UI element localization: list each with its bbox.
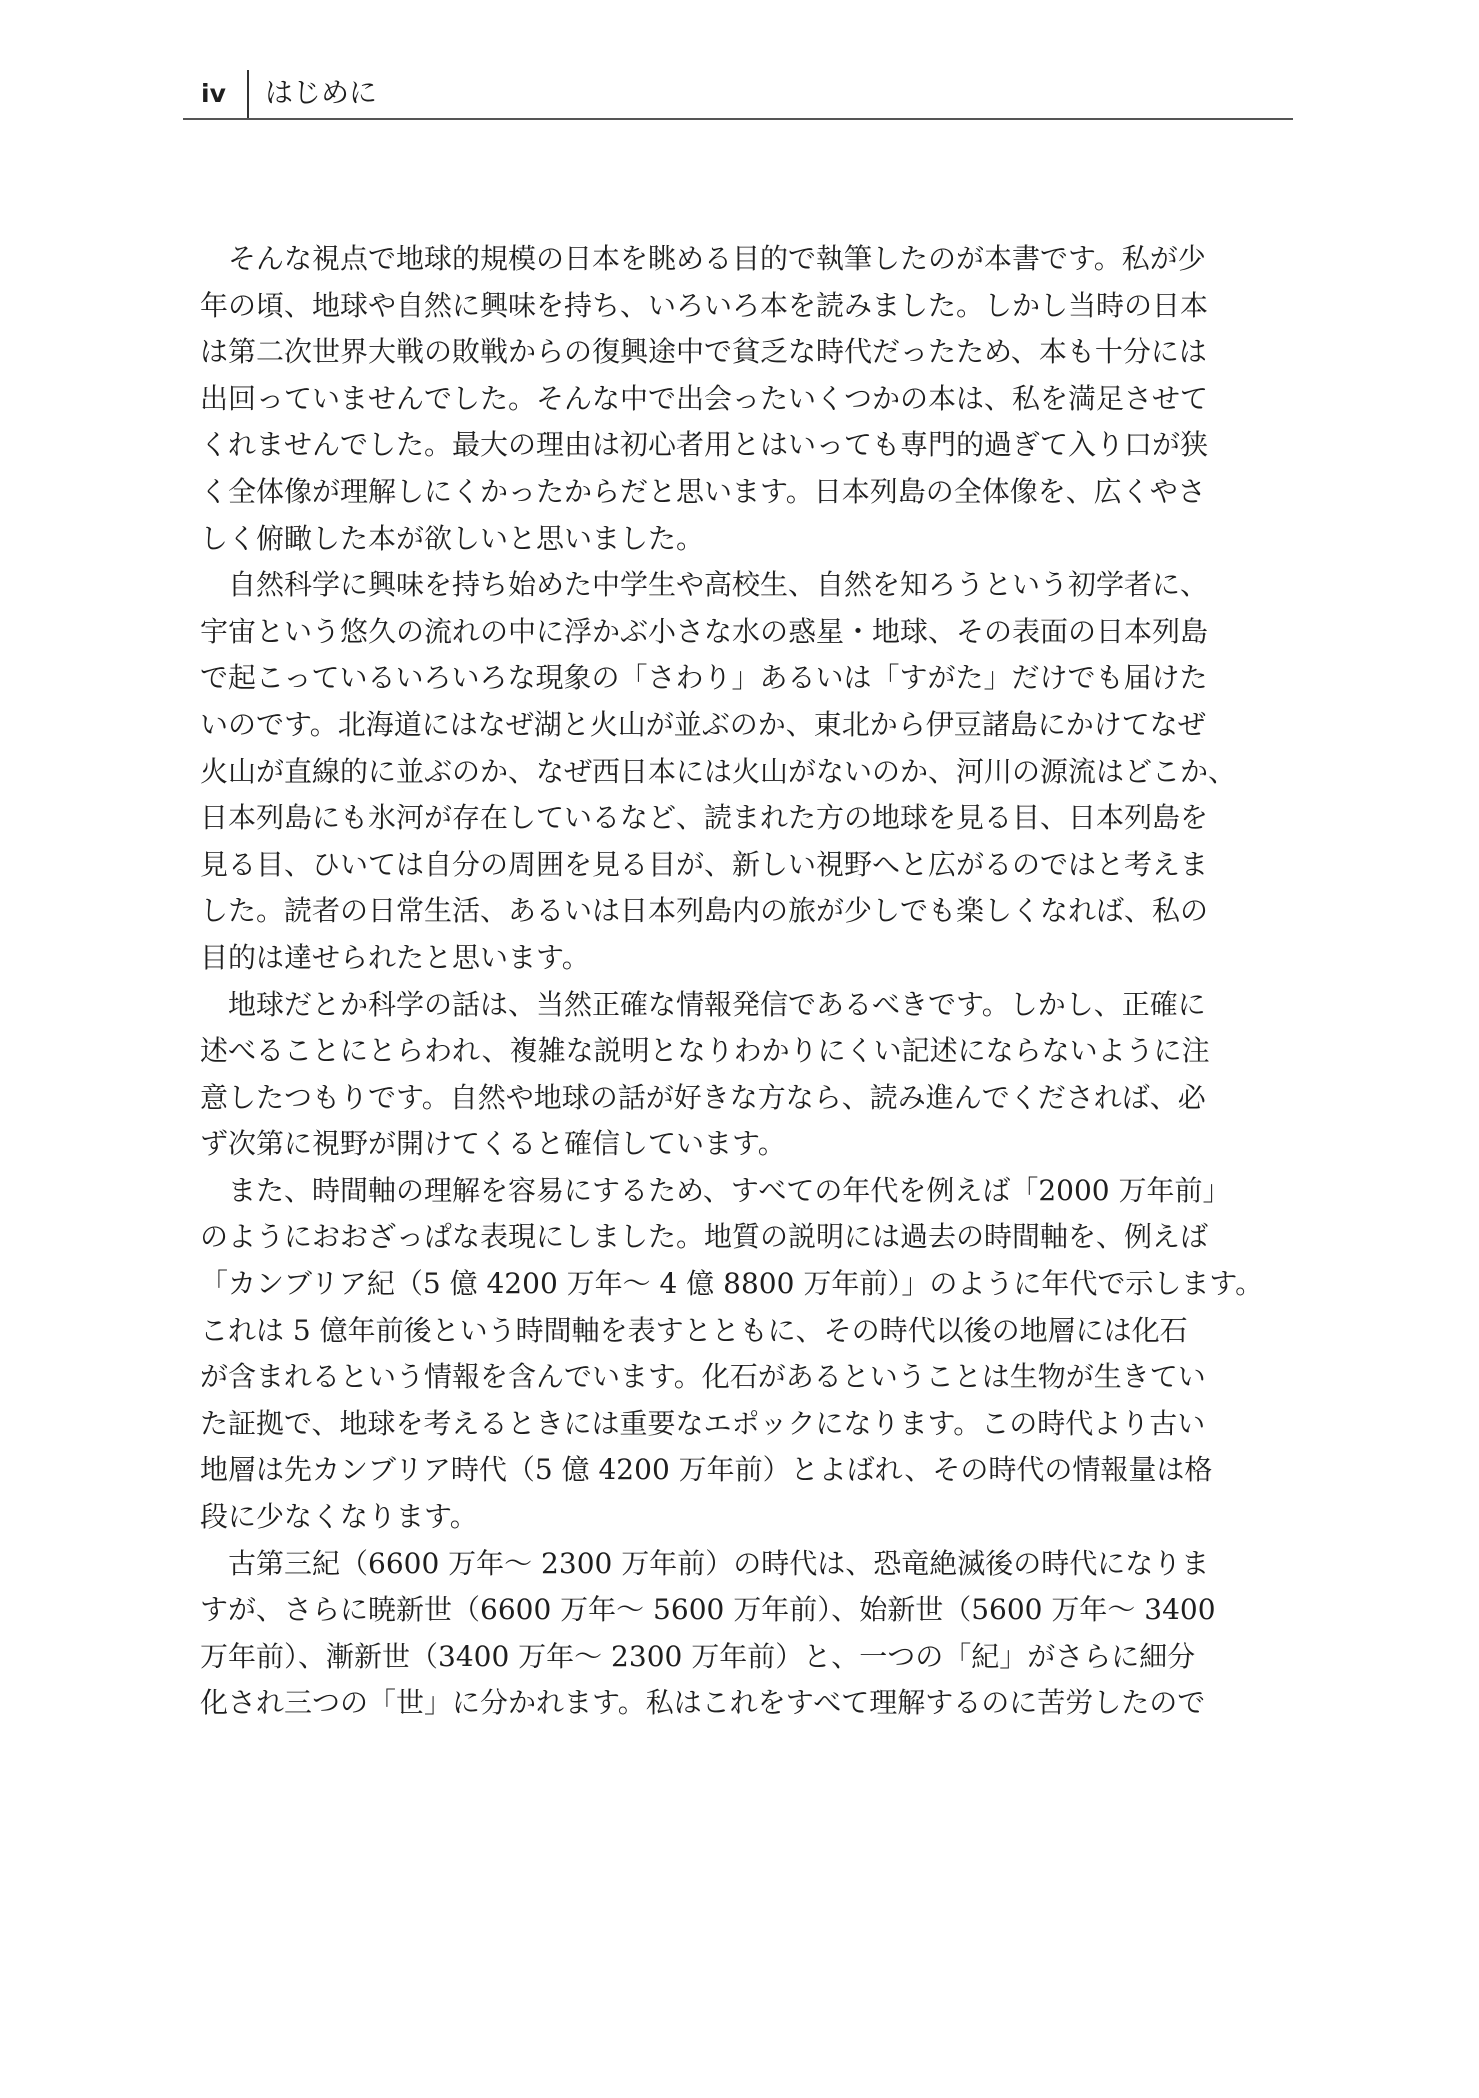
header-rule [183,118,1293,120]
text-line: 日本列島にも氷河が存在しているなど、読まれた方の地球を見る目、日本列島を [200,801,1209,835]
page-header [183,64,1293,120]
text-line: すが、さらに暁新世（6600 万年～ 5600 万年前）、始新世（5600 万年～ 3400 [200,1593,1216,1627]
text-line: ず次第に視野が開けてくると確信しています。 [200,1127,786,1161]
text-line: 火山が直線的に並ぶのか、なぜ西日本には火山がないのか、河川の源流はどこか、 [200,754,1237,788]
text-line: た証拠で、地球を考えるときには重要なエポックになります。この時代より古い [200,1406,1206,1440]
text-line: は第二次世界大戦の敗戦からの復興途中で貧乏な時代だったため、本も十分には [200,335,1207,369]
text-line: いのです。北海道にはなぜ湖と火山が並ぶのか、東北から伊豆諸島にかけてなぜ [200,707,1206,741]
body-text [200,236,1300,1727]
text-line: 古第三紀（6600 万年～ 2300 万年前）の時代は、恐竜絶滅後の時代になりま [200,1546,1210,1580]
text-line: のようにおおざっぱな表現にしました。地質の説明には過去の時間軸を、例えば [200,1220,1209,1254]
text-line: これは 5 億年前後という時間軸を表すとともに、その時代以後の地層には化石 [200,1313,1188,1347]
text-line: 意したつもりです。自然や地球の話が好きな方なら、読み進んでくだされば、必 [200,1080,1206,1114]
paragraph-1 [200,236,1300,562]
text-line: 段に少なくなります。 [200,1500,478,1534]
text-line: 「カンブリア紀（5 億 4200 万年～ 4 億 8800 万年前）」のように年代で示します。 [200,1267,1264,1301]
text-line: く全体像が理解しにくかったからだと思います。日本列島の全体像を、広くやさ [200,474,1206,508]
text-line: 万年前）、漸新世（3400 万年～ 2300 万年前）と、一つの「紀」がさらに細分 [200,1639,1196,1673]
paragraph-3 [200,982,1300,1168]
text-line: 目的は達せられたと思います。 [200,940,590,974]
text-line: で起こっているいろいろな現象の「さわり」あるいは「すがた」だけでも届けた [200,661,1208,695]
text-line: 年の頃、地球や自然に興味を持ち、いろいろ本を読みました。しかし当時の日本 [200,288,1209,322]
text-line: 化され三つの「世」に分かれます。私はこれをすべて理解するのに苦労したので [200,1686,1206,1720]
text-line: 地球だとか科学の話は、当然正確な情報発信であるべきです。しかし、正確に [200,987,1206,1021]
chapter-title: はじめに [265,76,378,109]
text-line: した。読者の日常生活、あるいは日本列島内の旅が少しでも楽しくなれば、私の [200,894,1209,928]
paragraph-5 [200,1541,1300,1727]
header-divider [247,70,249,120]
page-number: iv [201,79,226,108]
text-line: 宇宙という悠久の流れの中に浮かぶ小さな水の惑星・地球、その表面の日本列島 [200,614,1209,648]
text-line: くれませんでした。最大の理由は初心者用とはいっても専門的過ぎて入り口が狭 [200,428,1209,462]
text-line: そんな視点で地球的規模の日本を眺める目的で執筆したのが本書です。私が少 [200,242,1206,275]
text-line: また、時間軸の理解を容易にするため、すべての年代を例えば「2000 万年前」 [200,1173,1231,1207]
text-line: しく俯瞰した本が欲しいと思いました。 [200,521,705,555]
paragraph-4 [200,1168,1300,1541]
text-line: 自然科学に興味を持ち始めた中学生や高校生、自然を知ろうという初学者に、 [200,568,1209,602]
text-line: 出回っていませんでした。そんな中で出会ったいくつかの本は、私を満足させて [200,381,1209,415]
text-line: 述べることにとらわれ、複雑な説明となりわかりにくい記述にならないように注 [200,1034,1210,1068]
text-line: 見る目、ひいては自分の周囲を見る目が、新しい視野へと広がるのではと考えま [200,847,1209,881]
text-line: 地層は先カンブリア時代（5 億 4200 万年前）とよばれ、その時代の情報量は格 [200,1453,1213,1487]
paragraph-2 [200,562,1300,981]
text-line: が含まれるという情報を含んでいます。化石があるということは生物が生きてい [200,1360,1206,1394]
